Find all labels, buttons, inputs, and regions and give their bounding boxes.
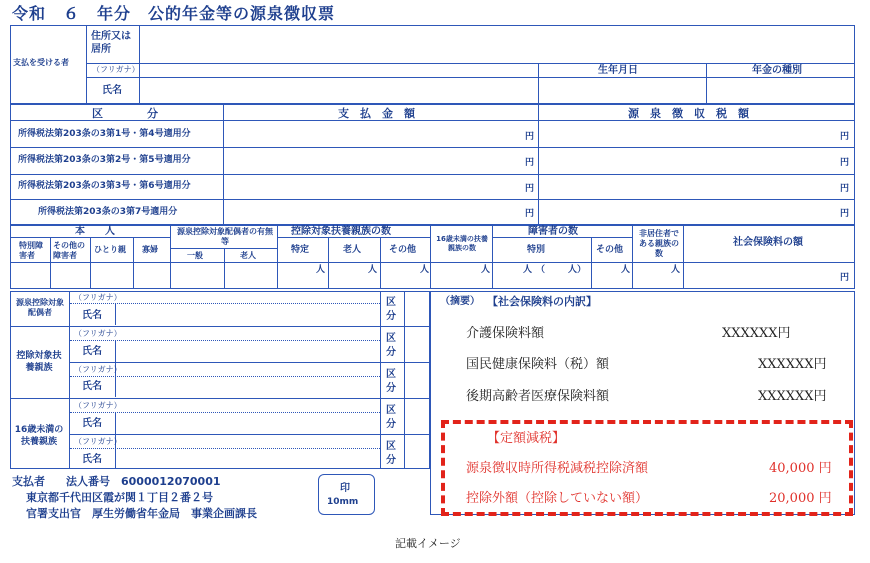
name-label: 氏名: [102, 85, 122, 96]
deductible-header: 控除対象扶養親族の数: [291, 226, 391, 237]
birth-date-label: 生年月日: [598, 65, 638, 76]
yen-unit: 円: [840, 158, 850, 168]
person-unit: 人: [621, 265, 631, 275]
disabled-special-label: 特別: [527, 245, 546, 255]
dependents-side-label: 控除対象扶養親族: [16, 351, 62, 373]
person-unit: 人: [420, 265, 430, 275]
yen-unit: 円: [525, 184, 535, 194]
amount-row-2-label: 所得税法第203条の3第2号・第5号適用分: [18, 155, 191, 165]
deductible-elderly-label: 老人: [343, 245, 362, 255]
elderly-medical-label: 後期高齢者医療保険料額: [466, 389, 610, 404]
social-insurance-breakdown-heading: 【社会保険料の内訳】: [487, 295, 597, 308]
name-label: 氏名: [82, 310, 102, 321]
yen-unit: 円: [840, 132, 850, 142]
other-disabled-label: その他の障害者: [53, 241, 85, 260]
self-header: 本 人: [75, 226, 115, 237]
amount-row-3-label: 所得税法第203条の3第3号・第6号適用分: [18, 181, 191, 191]
spouse-elderly-label: 老人: [240, 251, 256, 260]
deductible-specific-label: 特定: [291, 245, 310, 255]
withholding-header: 源 泉 徴 収 税 額: [628, 107, 749, 120]
social-insurance-header: 社会保険料の額: [733, 237, 803, 248]
nursing-care-label: 介護保険料額: [466, 326, 545, 341]
kubun-label: 区分: [386, 441, 396, 466]
amount-row-1-label: 所得税法第203条の3第1号・第4号適用分: [18, 129, 191, 139]
spouse-header: 源泉控除対象配偶者の有無等: [177, 227, 273, 246]
seal-box: [318, 474, 375, 515]
non-deducted-amount-label: 控除外額（控除していない額）: [466, 491, 649, 506]
furigana-label: （フリガナ）: [74, 401, 122, 410]
person-unit: 人: [316, 265, 326, 275]
dependent-detail-section: [10, 291, 430, 469]
under16-side-label: 16歳未満の扶養親族: [14, 425, 64, 447]
furigana-label: （フリガナ）: [74, 293, 122, 302]
furigana-label: （フリガナ）: [92, 65, 140, 74]
category-header: 区 分: [92, 107, 158, 120]
remarks-label: （摘要）: [440, 296, 480, 307]
payer-label: 支払者: [12, 475, 45, 488]
image-caption: 記載イメージ: [395, 537, 461, 550]
national-health-label: 国民健康保険料（税）額: [466, 357, 610, 372]
paren-close: 人）: [568, 265, 587, 275]
address-label: 住所又は居所: [91, 31, 131, 55]
yen-unit: 円: [840, 184, 850, 194]
yen-unit: 円: [525, 158, 535, 168]
furigana-label: （フリガナ）: [74, 437, 122, 446]
elderly-medical-value: XXXXXX円: [758, 389, 827, 404]
widow-label: 寡婦: [142, 245, 158, 254]
yen-unit: 円: [525, 132, 535, 142]
person-unit: 人: [671, 265, 681, 275]
furigana-label: （フリガナ）: [74, 329, 122, 338]
yen-unit: 円: [525, 209, 535, 219]
deductible-other-label: その他: [389, 245, 417, 255]
yen-unit: 円: [840, 273, 850, 283]
form-title: 令和 ６ 年分 公的年金等の源泉徴収票: [12, 4, 336, 23]
disabled-other-label: その他: [596, 245, 624, 255]
payment-header: 支 払 金 額: [338, 107, 415, 120]
spouse-general-label: 一般: [187, 251, 203, 260]
corporate-number: 法人番号 6000012070001: [66, 475, 221, 488]
payer-address: 東京都千代田区霞が関１丁目２番２号: [26, 491, 213, 504]
kubun-label: 区分: [386, 405, 396, 430]
seal-label: 印: [340, 483, 350, 494]
amount-row-4-label: 所得税法第203条の3第7号適用分: [38, 207, 178, 217]
yen-unit: 円: [840, 209, 850, 219]
furigana-label: （フリガナ）: [74, 365, 122, 374]
name-label: 氏名: [82, 346, 102, 357]
person-unit: 人: [368, 265, 378, 275]
flat-tax-cut-heading: 【定額減税】: [487, 431, 566, 446]
under16-header: 16歳未満の扶養親族の数: [436, 235, 488, 252]
payer-name: 官署支出官 厚生労働省年金局 事業企画課長: [26, 507, 257, 520]
deducted-amount-label: 源泉徴収時所得税減税控除済額: [466, 461, 649, 476]
disabled-header: 障害者の数: [528, 226, 578, 237]
name-label: 氏名: [82, 381, 102, 392]
kubun-label: 区分: [386, 333, 396, 358]
spouse-side-label: 源泉控除対象配偶者: [16, 298, 64, 317]
non-deducted-amount-value: 20,000 円: [769, 491, 832, 506]
pension-type-label: 年金の種別: [752, 65, 802, 76]
deducted-amount-value: 40,000 円: [769, 461, 832, 476]
nonresident-header: 非居住者である親族の数: [639, 229, 679, 258]
national-health-value: XXXXXX円: [758, 357, 827, 372]
name-label: 氏名: [82, 418, 102, 429]
name-label: 氏名: [82, 454, 102, 465]
paren-open: （: [536, 265, 546, 275]
kubun-label: 区分: [386, 297, 396, 322]
kubun-label: 区分: [386, 369, 396, 394]
person-unit: 人: [481, 265, 491, 275]
special-disabled-label: 特別障害者: [19, 241, 43, 260]
seal-size: 10mm: [327, 497, 359, 507]
payee-section-label: 支払を受ける者: [13, 58, 69, 67]
single-parent-label: ひとり親: [94, 245, 126, 254]
nursing-care-value: XXXXXX円: [722, 326, 791, 341]
person-unit: 人: [523, 265, 533, 275]
